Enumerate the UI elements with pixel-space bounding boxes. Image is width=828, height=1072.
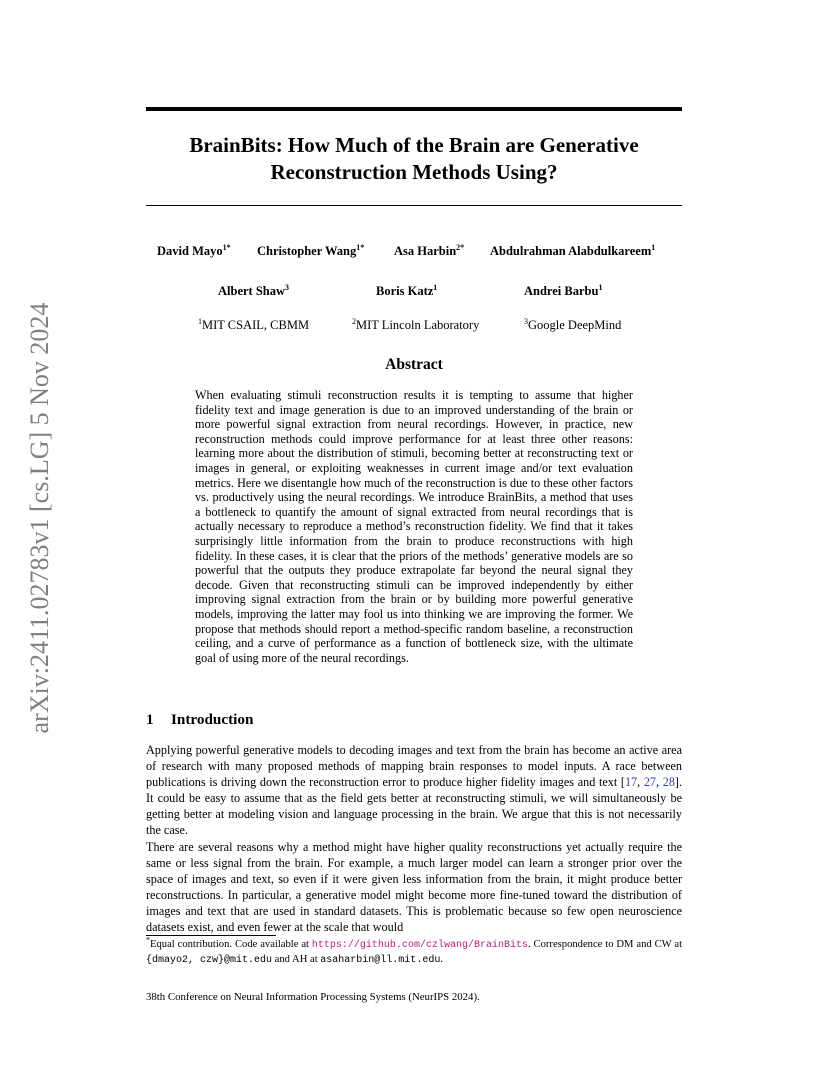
affiliation-name: MIT CSAIL, CBMM [202, 318, 310, 332]
intro-paragraph-1 [146, 743, 682, 838]
author-name: Christopher Wang [257, 244, 357, 258]
author-sup: 2* [456, 242, 465, 252]
section-number: 1 [146, 711, 154, 728]
title-top-rule [146, 107, 682, 111]
author-name: Boris Katz [376, 284, 434, 298]
author-sup: 1 [598, 282, 603, 292]
arxiv-stamp-text: arXiv:2411.02783v1 [cs.LG] 5 Nov 2024 [25, 302, 54, 734]
author-name: David Mayo [157, 244, 223, 258]
author-name: Andrei Barbu [524, 284, 599, 298]
footnote-text: . [440, 954, 443, 965]
affiliation-name: MIT Lincoln Laboratory [356, 318, 480, 332]
author [376, 283, 437, 299]
affiliation-sup: 2 [352, 316, 356, 326]
author-name: Asa Harbin [394, 244, 457, 258]
affiliation-name: Google DeepMind [528, 318, 622, 332]
abstract-heading: Abstract [385, 356, 443, 373]
venue-note: 38th Conference on Neural Information Processing Systems (NeurIPS 2024). [146, 991, 480, 1003]
author [157, 243, 231, 259]
author-sup: 1* [356, 242, 365, 252]
citation-link[interactable]: 17 [624, 774, 638, 789]
author-name: Abdulrahman Alabdulkareem [490, 244, 652, 258]
affiliation [198, 317, 309, 333]
section-title: Introduction [171, 711, 254, 728]
affiliation [524, 317, 621, 333]
email-dm-cw[interactable]: {dmayo2, czw}@mit.edu [146, 955, 273, 966]
footnote-rule [146, 935, 276, 936]
author [218, 283, 289, 299]
abstract-text: When evaluating stimuli reconstruction results it is tempting to assume that higher fidelity text and image generation is due to an improved understanding of the brain or more powerful signal extraction from neural recordings. However, in practice, new reconstruction methods could improve performance for at least three other reasons: learning more about the distribution of stimuli, becoming better at reconstructing text or images in general, or exploiting weaknesses in current image and/or text evaluation metrics. Here we disentangle how much of the reconstruction is due to these other factors vs. productively using the neural recordings. We introduce BrainBits, a method that uses a bottleneck to quantify the amount of signal extracted from neural recordings that is actually necessary to reproduce a method’s reconstruction fidelity. We find that it takes surprisingly little information from the brain to produce reconstructions with high fidelity. In these cases, it is clear that the priors of the methods’ generative models are so powerful that the outputs they produce extrapolate far beyond the neural signal they decode. Given that reconstructing stimuli can be improved independently by either improving signal extraction from the brain or by building more powerful generative models, improving the latter may fool us into thinking we are improving the former. We propose that methods should report a method-specific random baseline, a reconstruction ceiling, and a curve of performance as a function of bottleneck size, with the ultimate goal of using more of the neural recordings. [195, 388, 633, 665]
intro-p1-text-a: Applying powerful generative models to decoding images and text from the brain has become an active area of research with many proposed methods of mapping brain responses to model inputs. A race between publications is driving down the reconstruction error to produce higher fidelity images and text [ [146, 743, 682, 789]
intro-paragraph-2 [146, 840, 682, 935]
author [490, 243, 655, 259]
section-heading [146, 710, 253, 730]
citation-sep: , [656, 774, 663, 789]
footnote-text: and AH at [272, 954, 321, 965]
affiliation-sup: 1 [198, 316, 202, 326]
email-ah[interactable]: asaharbin@ll.mit.edu [320, 955, 441, 966]
author-sup: 3 [285, 282, 290, 292]
title-line-1: BrainBits: How Much of the Brain are Generative [189, 133, 639, 157]
title-bottom-rule [146, 205, 682, 206]
author-name: Albert Shaw [218, 284, 286, 298]
footnote [146, 935, 683, 968]
affiliation [352, 317, 479, 333]
citation-link[interactable]: 28 [662, 774, 675, 789]
author-sup: 1 [433, 282, 438, 292]
affiliation-sup: 3 [524, 316, 528, 326]
citation-link[interactable]: 27 [643, 774, 657, 789]
footnote-text: . Correspondence to DM and CW at [527, 939, 683, 950]
footnote-text: Equal contribution. Code available at [150, 939, 312, 950]
intro-p2-text: There are several reasons why a method might have higher quality reconstructions yet actually require the same or less signal from the brain. For example, a much larger model can learn a stronger prior over the space of images and text, so even if it were given less information from the brain, it might produce better reconstructions. In particular, a generative model might become more fine-tuned toward the distribution of images and text that are used in standard datasets. This is problematic because so few open neuroscience datasets exist, and even fewer at the scale that would [146, 840, 682, 934]
code-url-link[interactable]: https://github.com/czlwang/BrainBits [311, 940, 528, 951]
footnote-mark: * [146, 935, 150, 945]
author-sup: 1 [651, 242, 656, 252]
intro-p1-text-b: ]. It could be easy to assume that as the field gets better at reconstructing stimuli, we will simultaneously be getting better at modeling vision and language processing in the brain. We argue that this is not necessarily the case. [146, 774, 683, 837]
citation-sep: , [637, 774, 644, 789]
author-sup: 1* [222, 242, 231, 252]
author [257, 243, 364, 259]
author [524, 283, 602, 299]
author [394, 243, 464, 259]
paper-title [146, 132, 682, 186]
title-line-2: Reconstruction Methods Using? [270, 160, 558, 184]
